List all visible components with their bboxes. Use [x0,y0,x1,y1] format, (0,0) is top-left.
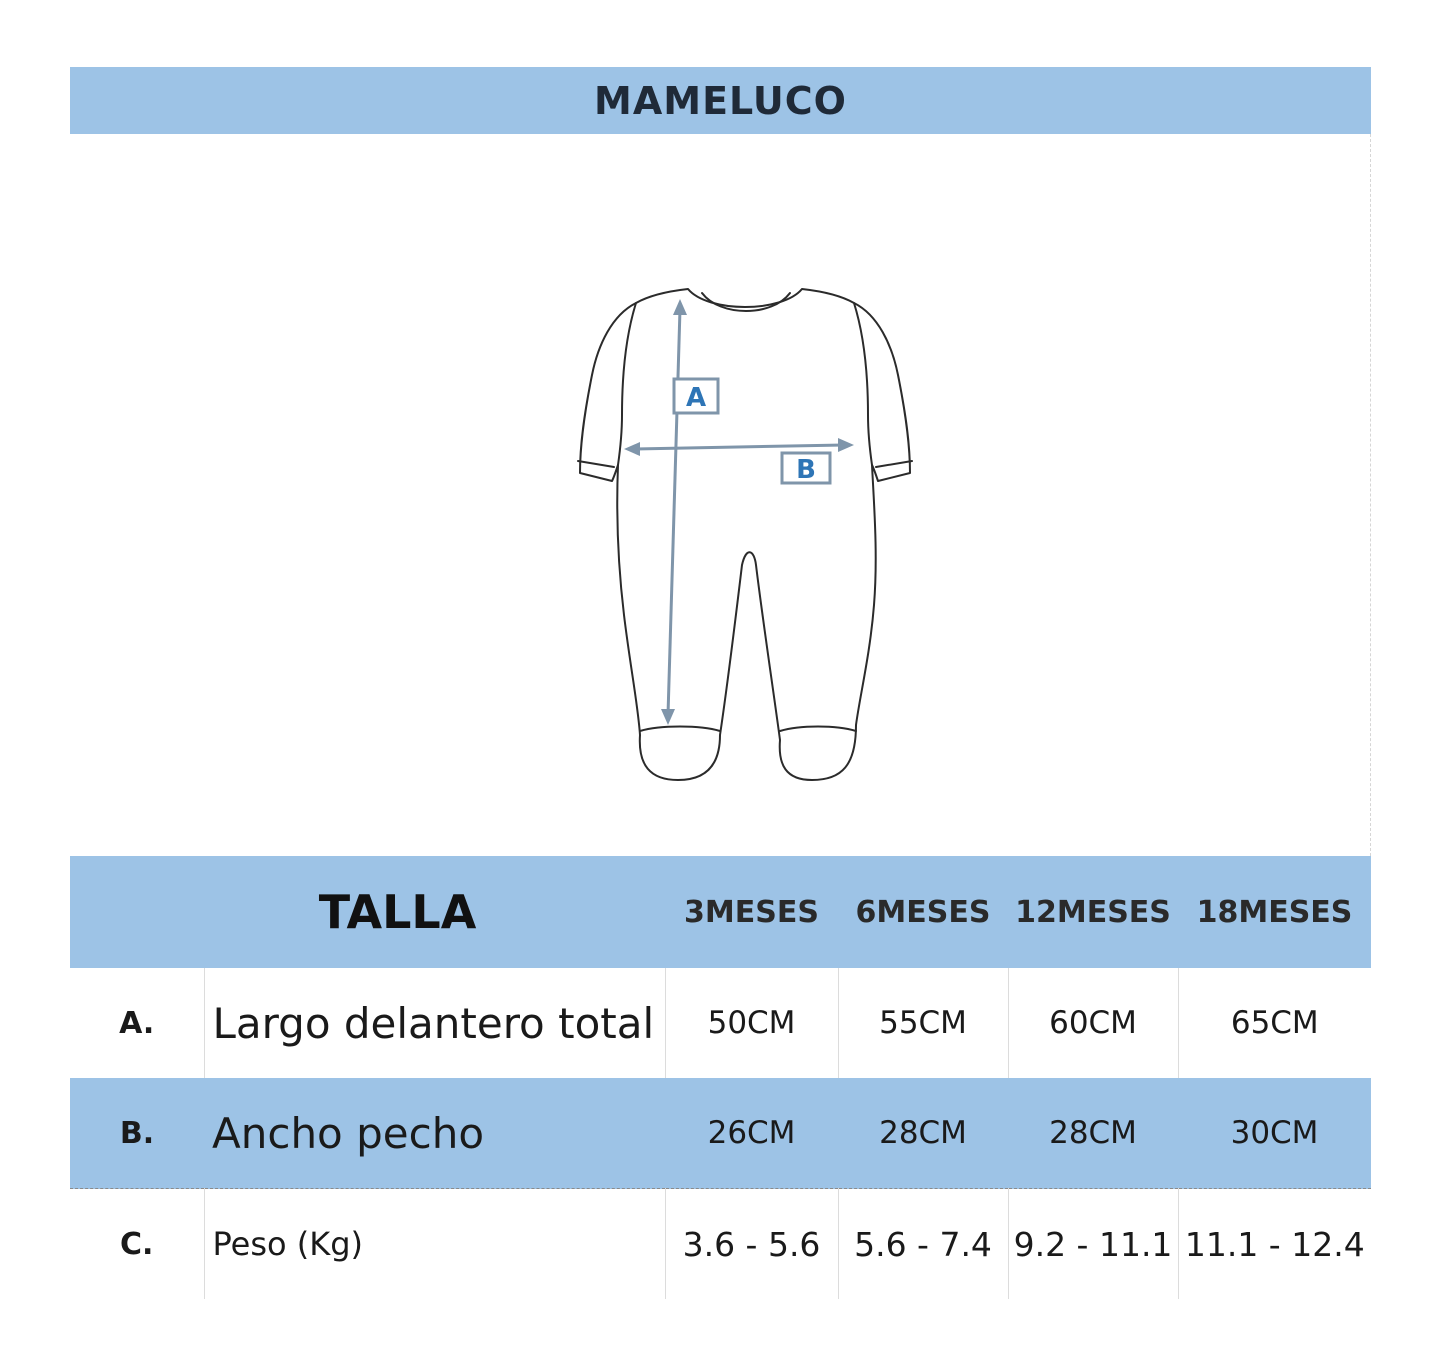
page-title: MAMELUCO [594,78,847,123]
row-value: 26CM [665,1078,838,1189]
row-value: 3.6 - 5.6 [665,1189,838,1300]
right-cuff [876,461,912,467]
row-value: 50CM [665,968,838,1078]
row-label: Ancho pecho [204,1078,665,1189]
table-row [70,1078,1371,1189]
right-sleeve-seam [854,303,872,465]
row-letter: A. [70,968,204,1078]
row-value: 60CM [1008,968,1178,1078]
width-arrow-line [634,445,844,449]
width-arrow-left [624,442,640,456]
size-column-6: 6MESES [838,856,1008,968]
row-letter: B. [70,1078,204,1189]
length-arrow-top [673,299,687,315]
row-label: Peso (Kg) [204,1189,665,1300]
table-header-row [70,856,1371,968]
right-foot-seam [780,727,856,732]
length-arrow-line [668,309,680,715]
label-b-text: B [796,455,816,485]
size-column-12: 12MESES [1008,856,1178,968]
row-value: 55CM [838,968,1008,1078]
size-header-label: TALLA [70,856,665,968]
title-bar [70,67,1371,134]
size-column-18: 18MESES [1178,856,1371,968]
romper-illustration [560,275,930,795]
length-arrow-bottom [661,709,675,725]
romper-diagram [560,275,930,795]
right-guide-line [1370,134,1371,856]
row-value: 28CM [838,1078,1008,1189]
width-arrow-right [838,438,854,452]
left-sleeve-seam [618,303,636,465]
label-a-text: A [685,383,707,413]
row-label: Largo delantero total [204,968,665,1078]
left-cuff [578,461,614,467]
row-value: 30CM [1178,1078,1371,1189]
row-value: 5.6 - 7.4 [838,1189,1008,1300]
row-value: 11.1 - 12.4 [1178,1189,1371,1300]
size-column-3: 3MESES [665,856,838,968]
romper-body-outline [580,289,910,780]
row-value: 28CM [1008,1078,1178,1189]
table-row [70,1189,1371,1300]
table-row [70,968,1371,1078]
size-table [70,856,1371,1299]
row-letter: C. [70,1189,204,1300]
row-value: 65CM [1230,1005,1319,1041]
row-value: 9.2 - 11.1 [1008,1189,1178,1300]
left-foot-seam [640,727,720,732]
